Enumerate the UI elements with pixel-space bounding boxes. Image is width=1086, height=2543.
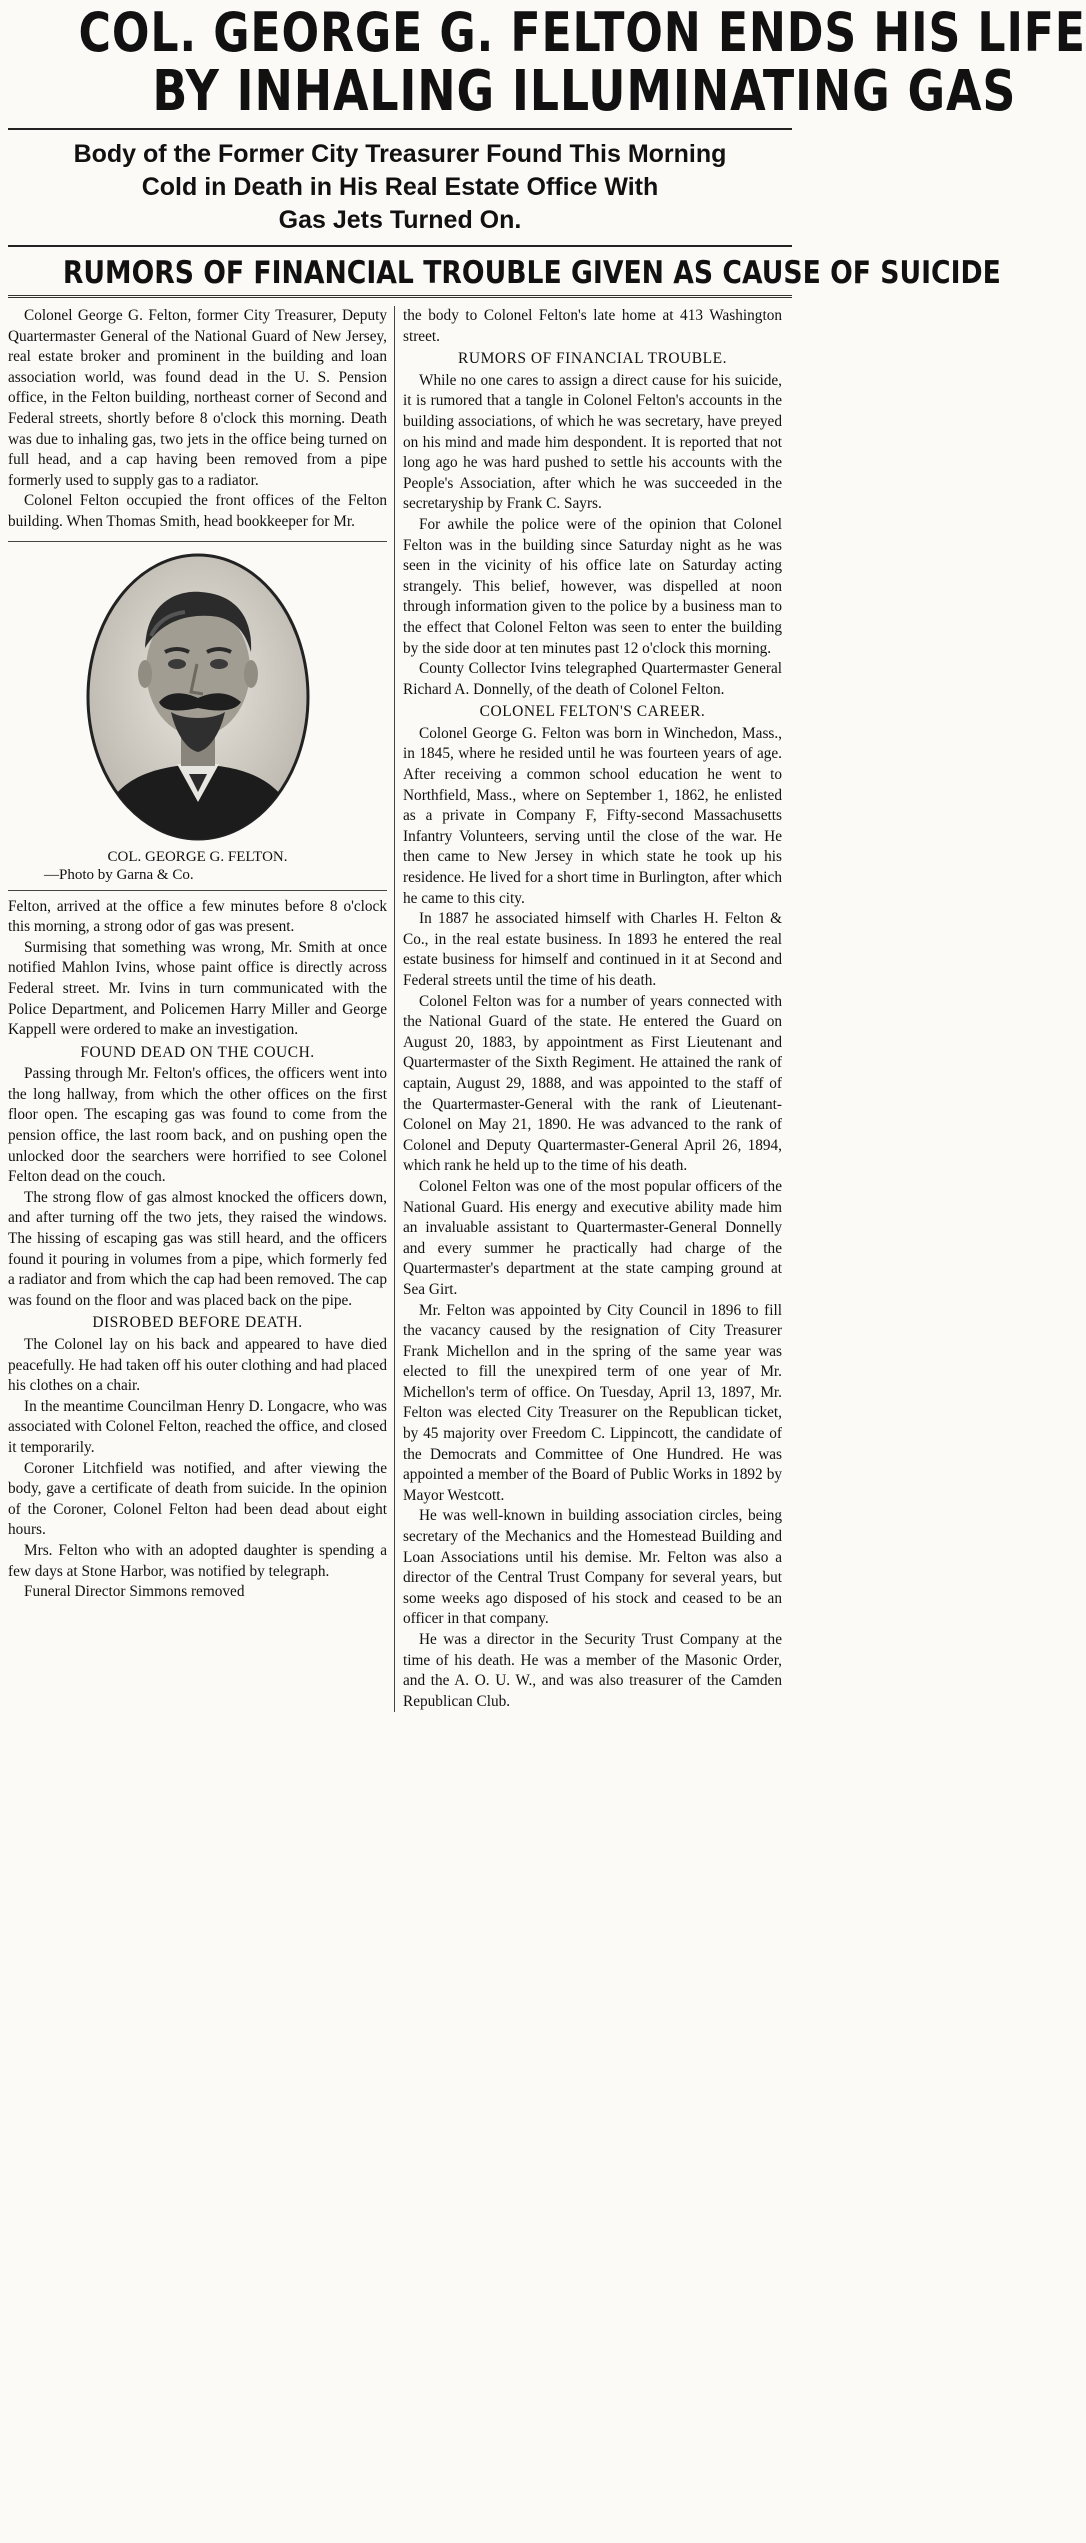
paragraph: While no one cares to assign a direct cause for his suicide, it is rumored that a tangle in Colonel Felton's accounts in the building associations, of which he was secretary, have preyed on his mind and made him despondent. It is reported that not long ago he was hard pushed to settle his accounts with the People's Association, after which he was succeeded in the secretaryship by Frank C. Sayrs.: [403, 371, 782, 513]
paragraph: In the meantime Councilman Henry D. Longacre, who was associated with Colonel Felton, reached the office, and closed it temporarily.: [8, 1397, 387, 1456]
paragraph: Colonel Felton was for a number of years connected with the National Guard of the state. He entered the Guard on August 20, 1883, by appointment as First Lieutenant and Quartermaster of the Sixth Regiment. He attained the rank of captain, August 29, 1888, and was appointed to the staff of the Quartermaster-General with the rank of Lieutenant-Colonel on May 21, 1890. He was advanced to the rank of Colonel and Deputy Quartermaster-General April 26, 1894, which rank he held up to the time of his death.: [403, 992, 782, 1175]
paragraph: County Collector Ivins telegraphed Quartermaster General Richard A. Donnelly, of the death of Colonel Felton.: [403, 660, 782, 698]
paragraph: Surmising that something was wrong, Mr. Smith at once notified Mahlon Ivins, whose paint office is directly across Federal street. Mr. Ivins in turn communicated with the Police Department, and Policemen Harry Miller and George Kappell were ordered to make an investigation.: [8, 938, 387, 1039]
divider: [8, 245, 792, 247]
headline-line-1: COL. GEORGE G. FELTON ENDS HIS LIFE: [78, 1, 1086, 64]
deck-line-2: Cold in Death in His Real Estate Office With: [141, 173, 659, 201]
paragraph: the body to Colonel Felton's late home at 413 Washington street.: [403, 307, 782, 345]
section-heading: DISROBED BEFORE DEATH.: [92, 1314, 303, 1332]
caption-title: COL. GEORGE G. FELTON.: [107, 848, 288, 865]
article-columns: [8, 295, 792, 1712]
paragraph: The Colonel lay on his back and appeared to have died peacefully. He had taken off his outer clothing and had placed his clothes on a chair.: [8, 1336, 387, 1395]
paragraph: Colonel Felton was one of the most popular officers of the National Guard. His energy and executive ability made him an invaluable assistant to Quartermaster-General Donnelly and every summer he practically had charge of the Quartermaster's department at the state camping ground at Sea Girt.: [403, 1177, 782, 1298]
headline-line-2: BY INHALING ILLUMINATING GAS: [152, 59, 1017, 124]
paragraph: Funeral Director Simmons removed: [24, 1583, 245, 1601]
paragraph: Coroner Litchfield was notified, and after viewing the body, gave a certificate of death from suicide. In the opinion of the Coroner, Colonel Felton had been dead about eight hours.: [8, 1459, 387, 1539]
caption-credit: —Photo by Garna & Co.: [44, 866, 194, 883]
paragraph: Mr. Felton was appointed by City Council in 1896 to fill the vacancy caused by the resignation of City Treasurer Frank Michellon and in the spring of the same year was elected to fill the unexpired term of one year of Mr. Michellon's term of office. On Tuesday, April 13, 1897, Mr. Felton was elected City Treasurer on the Republican ticket, by 45 majority over Freedom C. Lippincott, the candidate of the Democrats and Committee of One Hundred. He was appointed a member of the Board of Public Works in 1892 by Mayor Westcott.: [403, 1301, 782, 1504]
portrait-image: [85, 552, 311, 842]
photo-block: [8, 541, 387, 891]
photo-caption: [8, 848, 387, 884]
left-column: [8, 306, 395, 1712]
paragraph: Felton, arrived at the office a few minutes before 8 o'clock this morning, a strong odor of gas was present.: [8, 897, 387, 936]
subhead: RUMORS OF FINANCIAL TROUBLE GIVEN AS CAUSE OF SUICIDE: [62, 255, 1001, 291]
paragraph: In 1887 he associated himself with Charles H. Felton & Co., in the real estate business. In 1893 he entered the real estate business for himself and continued in it at Second and Federal streets until the time of his death.: [403, 910, 782, 989]
paragraph: Passing through Mr. Felton's offices, the officers went into the long hallway, from which the other offices on the first floor open. The escaping gas was found to come from the pension office, the last room back, and on pushing open the unlocked door the searchers were horrified to see Colonel Felton dead on the couch.: [8, 1065, 387, 1186]
right-column: [395, 306, 782, 1712]
section-heading: COLONEL FELTON'S CAREER.: [479, 703, 706, 721]
paragraph: The strong flow of gas almost knocked the officers down, and after turning off the two jets, they raised the windows. The hissing of escaping gas was still heard, and the officers found it pouring in volumes from a pipe, which formerly fed a radiator and from which the cap had been removed. The cap was found on the floor and was placed back on the pipe.: [8, 1188, 387, 1309]
paragraph: Mrs. Felton who with an adopted daughter is spending a few days at Stone Harbor, was notified by telegraph.: [8, 1541, 387, 1580]
paragraph: Colonel George G. Felton, former City Treasurer, Deputy Quartermaster General of the National Guard of New Jersey, real estate broker and prominent in the building and loan association world, was found dead in the U. S. Pension office, in the Felton building, northeast corner of Second and Federal streets, shortly before 8 o'clock this morning. Death was due to inhaling gas, two jets in the office being turned on full head, and a cap having been removed from a pipe formerly used to supply gas to a radiator.: [8, 307, 387, 489]
paragraph: He was well-known in building association circles, being secretary of the Mechanics and the Homestead Building and Loan Associations until his demise. Mr. Felton was also a director of the Central Trust Company for several years, but some weeks ago disposed of his stock and ceased to be an officer in that company.: [403, 1507, 782, 1628]
section-heading: FOUND DEAD ON THE COUCH.: [80, 1043, 315, 1061]
deck: [8, 138, 792, 237]
paragraph: Colonel Felton occupied the front offices of the Felton building. When Thomas Smith, head bookkeeper for Mr.: [8, 492, 387, 530]
deck-line-3: Gas Jets Turned On.: [278, 206, 522, 234]
paragraph: He was a director in the Security Trust Company at the time of his death. He was a member of the Masonic Order, and the A. O. U. W., and was also treasurer of the Camden Republican Club.: [403, 1631, 782, 1710]
paragraph: Colonel George G. Felton was born in Winchedon, Mass., in 1845, where he resided until he was fourteen years of age. After receiving a common school education he went to Northfield, Mass., where on September 1, 1862, he enlisted as a private in Company F, Fifty-second Massachusetts Infantry Volunteers, serving until the close of the war. He then came to New Jersey in which state he took up his residence. He lived for a short time in Burlington, after which he came to this city.: [403, 724, 782, 907]
section-heading: RUMORS OF FINANCIAL TROUBLE.: [458, 350, 727, 368]
deck-line-1: Body of the Former City Treasurer Found This Morning: [73, 140, 727, 168]
divider: [8, 128, 792, 130]
paragraph: For awhile the police were of the opinion that Colonel Felton was in the building since Saturday night as he was seen in the vicinity of his office late on Saturday acting strangely. This belief, however, was dispelled at noon through information given to the police by a business man to the effect that Colonel Felton was seen to enter the building by the side door at ten minutes past 12 o'clock this morning.: [403, 515, 782, 657]
